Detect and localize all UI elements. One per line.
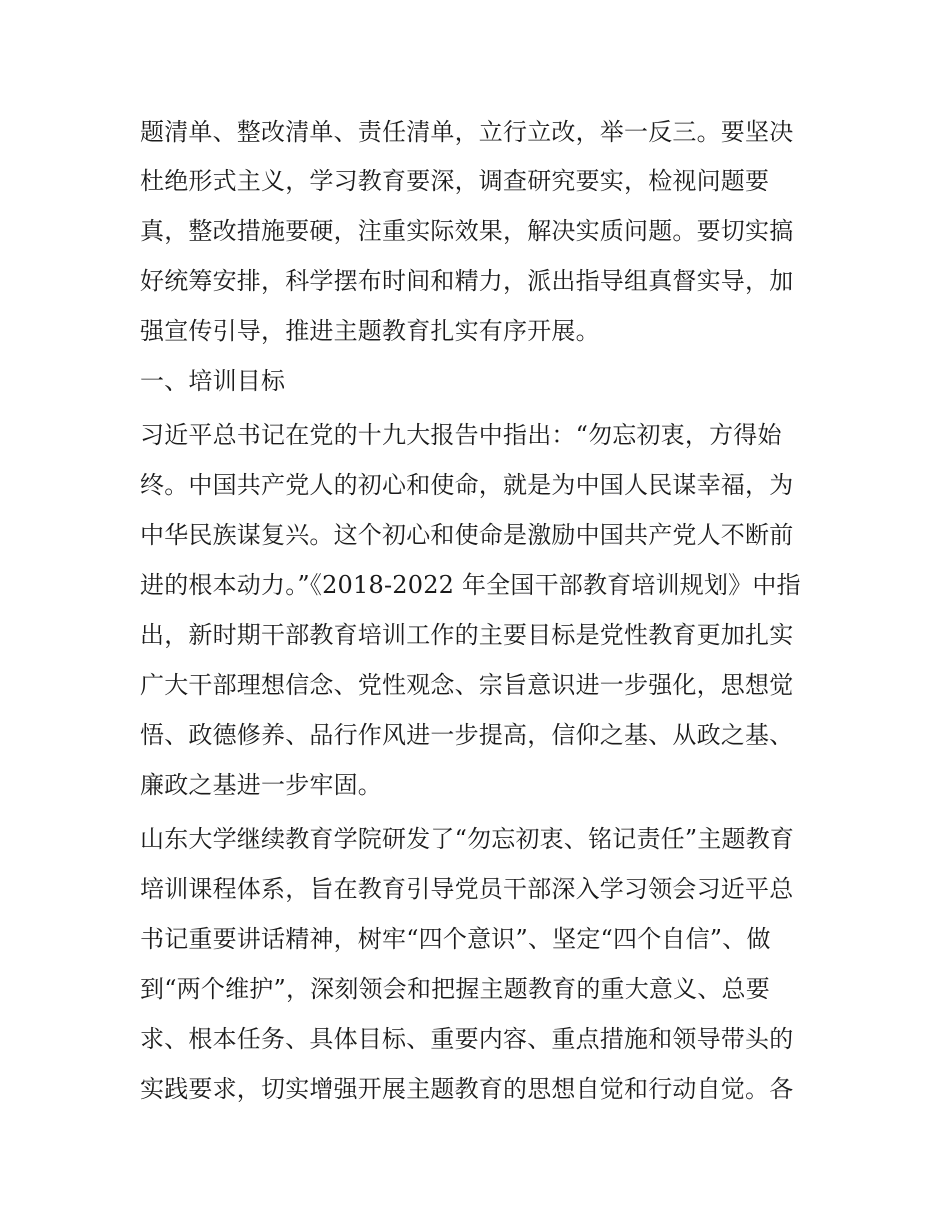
section-heading: 一、培训目标 (140, 367, 286, 395)
text-line: 实践要求，切实增强开展主题教育的思想自觉和行动自觉。各 (140, 1075, 794, 1103)
text-line: 山东大学继续教育学院研发了“勿忘初衷、铭记责任”主题教育 (140, 825, 795, 853)
text-line: 到“两个维护”，深刻领会和把握主题教育的重大意义、总要 (140, 975, 770, 1003)
text-line: 终。中国共产党人的初心和使命，就是为中国人民谋幸福，为 (140, 471, 794, 499)
text-line: 培训课程体系，旨在教育引导党员干部深入学习领会习近平总 (140, 875, 794, 903)
text-line: 出，新时期干部教育培训工作的主要目标是党性教育更加扎实 (140, 621, 794, 649)
text-line: 求、根本任务、具体目标、重要内容、重点措施和领导带头的 (140, 1025, 794, 1053)
text-line: 好统筹安排，科学摆布时间和精力，派出指导组真督实导，加 (140, 267, 794, 295)
text-line: 强宣传引导，推进主题教育扎实有序开展。 (140, 317, 600, 345)
text-line: 悟、政德修养、品行作风进一步提高，信仰之基、从政之基、 (140, 721, 794, 749)
text-line: 进的根本动力。”《2018-2022 年全国干部教育培训规划》中指 (140, 571, 801, 599)
text-line: 书记重要讲话精神，树牢“四个意识”、坚定“四个自信”、做 (140, 925, 771, 953)
text-line: 中华民族谋复兴。这个初心和使命是激励中国共产党人不断前 (140, 521, 794, 549)
text-line: 廉政之基进一步牢固。 (140, 771, 382, 799)
text-line: 习近平总书记在党的十九大报告中指出：“勿忘初衷，方得始 (140, 421, 782, 449)
text-line: 真，整改措施要硬，注重实际效果，解决实质问题。要切实搞 (140, 217, 794, 245)
text-line: 杜绝形式主义，学习教育要深，调查研究要实，检视问题要 (140, 167, 770, 195)
text-line: 题清单、整改清单、责任清单，立行立改，举一反三。要坚决 (140, 118, 794, 146)
text-line: 广大干部理想信念、党性观念、宗旨意识进一步强化，思想觉 (140, 671, 794, 699)
